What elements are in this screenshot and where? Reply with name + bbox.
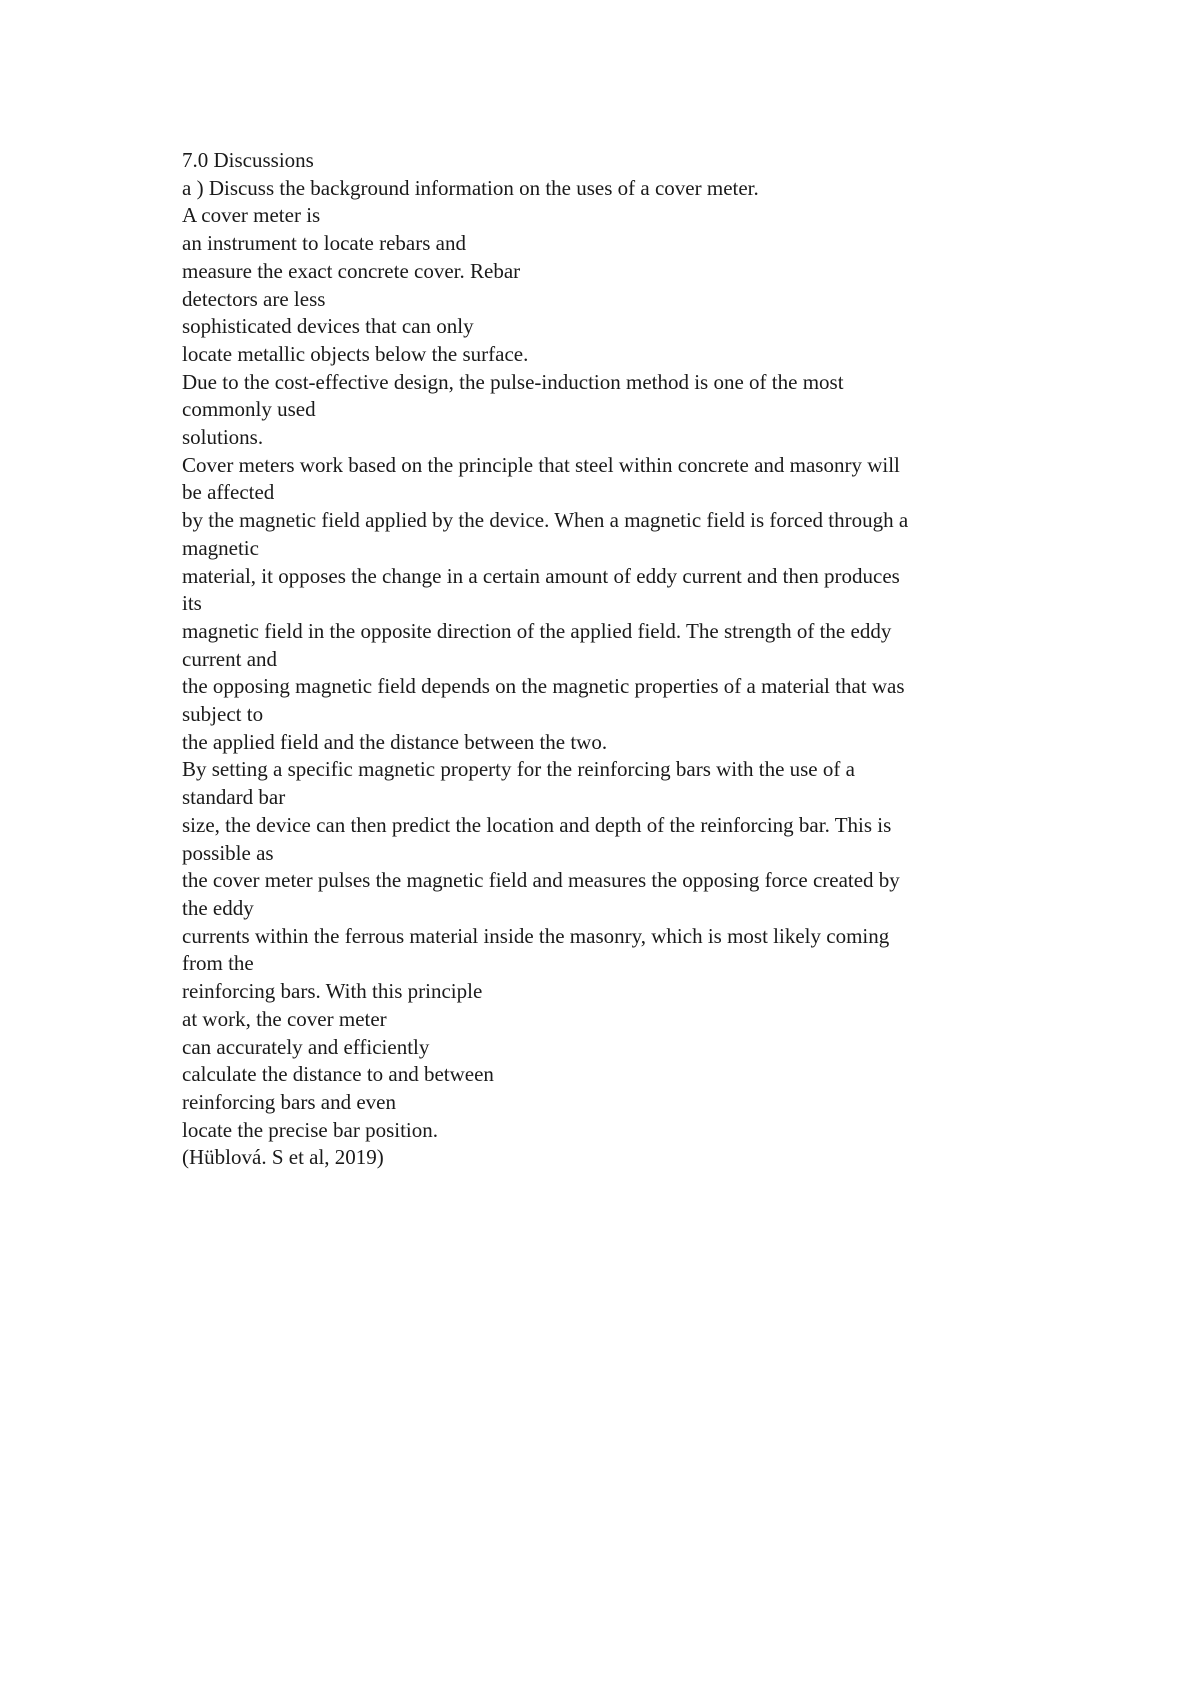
body-line: by the magnetic field applied by the device. When a magnetic field is forced through a: [182, 508, 909, 533]
body-line: material, it opposes the change in a certain amount of eddy current and then produces: [182, 563, 900, 588]
body-line: standard bar: [182, 785, 286, 810]
document-body: [182, 147, 1062, 1172]
body-line: locate metallic objects below the surface.: [182, 341, 529, 366]
body-line: currents within the ferrous material inside the masonry, which is most likely coming: [182, 923, 890, 948]
body-line: the cover meter pulses the magnetic field and measures the opposing force created by: [182, 868, 900, 893]
body-line: its: [182, 591, 202, 616]
body-line: current and: [182, 646, 278, 671]
body-line: from the: [182, 951, 254, 976]
body-line: can accurately and efficiently: [182, 1034, 430, 1059]
body-line: be affected: [182, 480, 275, 505]
body-line: sophisticated devices that can only: [182, 314, 474, 339]
body-line: reinforcing bars. With this principle: [182, 979, 483, 1004]
body-line: A cover meter is: [182, 203, 321, 228]
body-line: size, the device can then predict the location and depth of the reinforcing bar. This is: [182, 812, 892, 837]
body-line: magnetic field in the opposite direction of the applied field. The strength of the eddy: [182, 618, 892, 643]
body-line: locate the precise bar position.: [182, 1117, 438, 1142]
body-line: Cover meters work based on the principle that steel within concrete and masonry will: [182, 452, 900, 477]
body-line: an instrument to locate rebars and: [182, 231, 466, 256]
body-line: subject to: [182, 702, 264, 727]
body-line: solutions.: [182, 425, 264, 450]
question-line: a ) Discuss the background information on the uses of a cover meter.: [182, 175, 759, 200]
body-line: possible as: [182, 840, 274, 865]
body-line: commonly used: [182, 397, 316, 422]
body-line: the eddy: [182, 895, 254, 920]
body-line: calculate the distance to and between: [182, 1062, 494, 1087]
body-line: measure the exact concrete cover. Rebar: [182, 258, 521, 283]
body-line: Due to the cost-effective design, the pulse-induction method is one of the most: [182, 369, 844, 394]
body-line: the opposing magnetic field depends on the magnetic properties of a material that was: [182, 674, 905, 699]
body-line: at work, the cover meter: [182, 1006, 387, 1031]
body-line: the applied field and the distance between the two.: [182, 729, 608, 754]
citation-line: (Hüblová. S et al, 2019): [182, 1145, 384, 1170]
body-line: magnetic: [182, 535, 259, 560]
body-line: detectors are less: [182, 286, 326, 311]
body-line: By setting a specific magnetic property for the reinforcing bars with the use of a: [182, 757, 855, 782]
section-heading: 7.0 Discussions: [182, 148, 314, 172]
body-line: reinforcing bars and even: [182, 1089, 396, 1114]
